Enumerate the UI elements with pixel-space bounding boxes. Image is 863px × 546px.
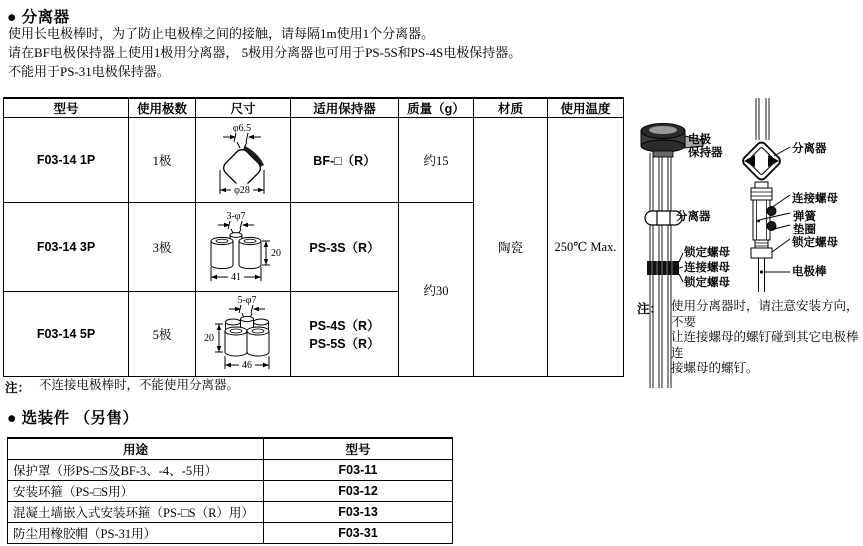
holder-1p: BF-□（R） [291, 118, 399, 203]
dim-3p-top-label: 3-φ7 [226, 211, 246, 222]
model-1p: F03-14 1P [4, 118, 129, 203]
dim-diagram-3p [203, 209, 283, 285]
dim-5p-bottom-label: 46 [242, 360, 252, 371]
spec-table-header-row [4, 98, 624, 118]
opt-use-1: 保护罩（形PS-□S及BF-3、-4、-5用） [8, 459, 264, 480]
figure-separator-detail [730, 95, 798, 300]
col-header-dimensions: 尺寸 [196, 98, 291, 118]
mass-3p-5p: 约30 [399, 203, 474, 377]
label-washer: 垫圈 [793, 224, 816, 236]
section-title-options: ● 选装件 （另售） [7, 410, 139, 427]
col-header-model: 型号 [4, 98, 129, 118]
label-separator-right: 分离器 [792, 143, 827, 155]
col-header-temperature: 使用温度 [548, 98, 624, 118]
dim-cell-3p [196, 203, 291, 292]
label-electrode-holder-line2: 保持器 [688, 147, 723, 159]
opt-model-1: F03-11 [264, 459, 453, 480]
opt-row-2 [8, 480, 453, 501]
holder-5p-line2: PS-5S（R） [309, 337, 380, 351]
label-separator-left: 分离器 [676, 211, 711, 223]
label-lock-nut-bottom: 锁定螺母 [684, 277, 730, 289]
opt-use-3: 混凝土墙嵌入式安装环箍（PS-□S（R）用） [8, 501, 264, 522]
figure-note-line2: 让连接螺母的螺钉碰到其它电极棒连 [671, 330, 859, 360]
spec-row-1p [4, 118, 624, 203]
label-electrode-rod: 电极棒 [792, 266, 827, 278]
intro-line-2: 请在BF电极保持器上使用1极用分离器， 5极用分离器也可用于PS-5S和PS-4S电极保持器。 [8, 45, 522, 60]
label-spring: 弹簧 [793, 211, 816, 223]
label-lock-nut-right: 锁定螺母 [792, 237, 838, 249]
dim-1p-bottom-label: φ28 [234, 185, 250, 196]
dim-3p-bottom-label: 41 [231, 272, 241, 283]
figure-note-label: 注： [637, 302, 663, 316]
label-electrode-holder-line1: 电极 [688, 134, 711, 146]
poles-5p: 5极 [129, 292, 196, 377]
opt-row-3 [8, 501, 453, 522]
label-connect-nut-right: 连接螺母 [792, 193, 838, 205]
spec-table-note [5, 378, 239, 396]
optional-parts-table [7, 437, 453, 544]
intro-line-1: 使用长电极棒时，为了防止电极棒之间的接触，请每隔1m使用1个分离器。 [8, 26, 435, 41]
dim-diagram-1p [210, 120, 276, 200]
dim-5p-top-label: 5-φ7 [237, 295, 257, 306]
col-header-material: 材质 [474, 98, 548, 118]
note-text: 不连接电极棒时，不能使用分离器。 [39, 378, 240, 392]
model-5p: F03-14 5P [4, 292, 129, 377]
col-header-poles: 使用极数 [129, 98, 196, 118]
separator-spec-table [3, 97, 624, 377]
mass-1p: 约15 [399, 118, 474, 203]
figure-note-line3: 接螺母的螺钉。 [671, 361, 759, 375]
opt-row-1 [8, 459, 453, 480]
opt-model-4: F03-31 [264, 522, 453, 543]
holder-3p: PS-3S（R） [291, 203, 399, 292]
figure-note [637, 299, 862, 377]
col-header-holder: 适用保持器 [291, 98, 399, 118]
label-electrode-holder [688, 134, 723, 160]
col-header-mass: 质量（g） [399, 98, 474, 118]
model-3p: F03-14 3P [4, 203, 129, 292]
dim-cell-5p [196, 292, 291, 377]
label-connect-nut-left: 连接螺母 [684, 262, 730, 274]
opt-table-header-row [8, 438, 453, 459]
figure-note-text [671, 299, 862, 377]
dim-1p-top-label: φ6.5 [232, 123, 252, 134]
section-title-separator: ● 分离器 [7, 9, 70, 26]
opt-use-2: 安装环箍（PS-□S用） [8, 480, 264, 501]
dim-5p-side-label: 20 [204, 333, 214, 344]
figure-note-line1: 使用分离器时，请注意安装方向，不要 [671, 299, 859, 329]
col-header-partno: 型号 [264, 438, 453, 459]
temperature-cell: 250℃ Max. [548, 118, 624, 377]
note-label: 注： [5, 381, 31, 395]
intro-paragraph [8, 24, 628, 81]
material-cell: 陶瓷 [474, 118, 548, 377]
opt-row-4 [8, 522, 453, 543]
dim-diagram-5p [203, 294, 283, 374]
intro-line-3: 不能用于PS-31电极保持器。 [8, 64, 170, 79]
opt-use-4: 防尘用橡胶帽（PS-31用） [8, 522, 264, 543]
poles-1p: 1极 [129, 118, 196, 203]
holder-5p-line1: PS-4S（R） [309, 319, 380, 333]
holder-5p [291, 292, 399, 377]
poles-3p: 3极 [129, 203, 196, 292]
label-lock-nut-top: 锁定螺母 [684, 247, 730, 259]
col-header-use: 用途 [8, 438, 264, 459]
opt-model-2: F03-12 [264, 480, 453, 501]
opt-model-3: F03-13 [264, 501, 453, 522]
dim-3p-side-label: 20 [271, 248, 281, 259]
dim-cell-1p [196, 118, 291, 203]
